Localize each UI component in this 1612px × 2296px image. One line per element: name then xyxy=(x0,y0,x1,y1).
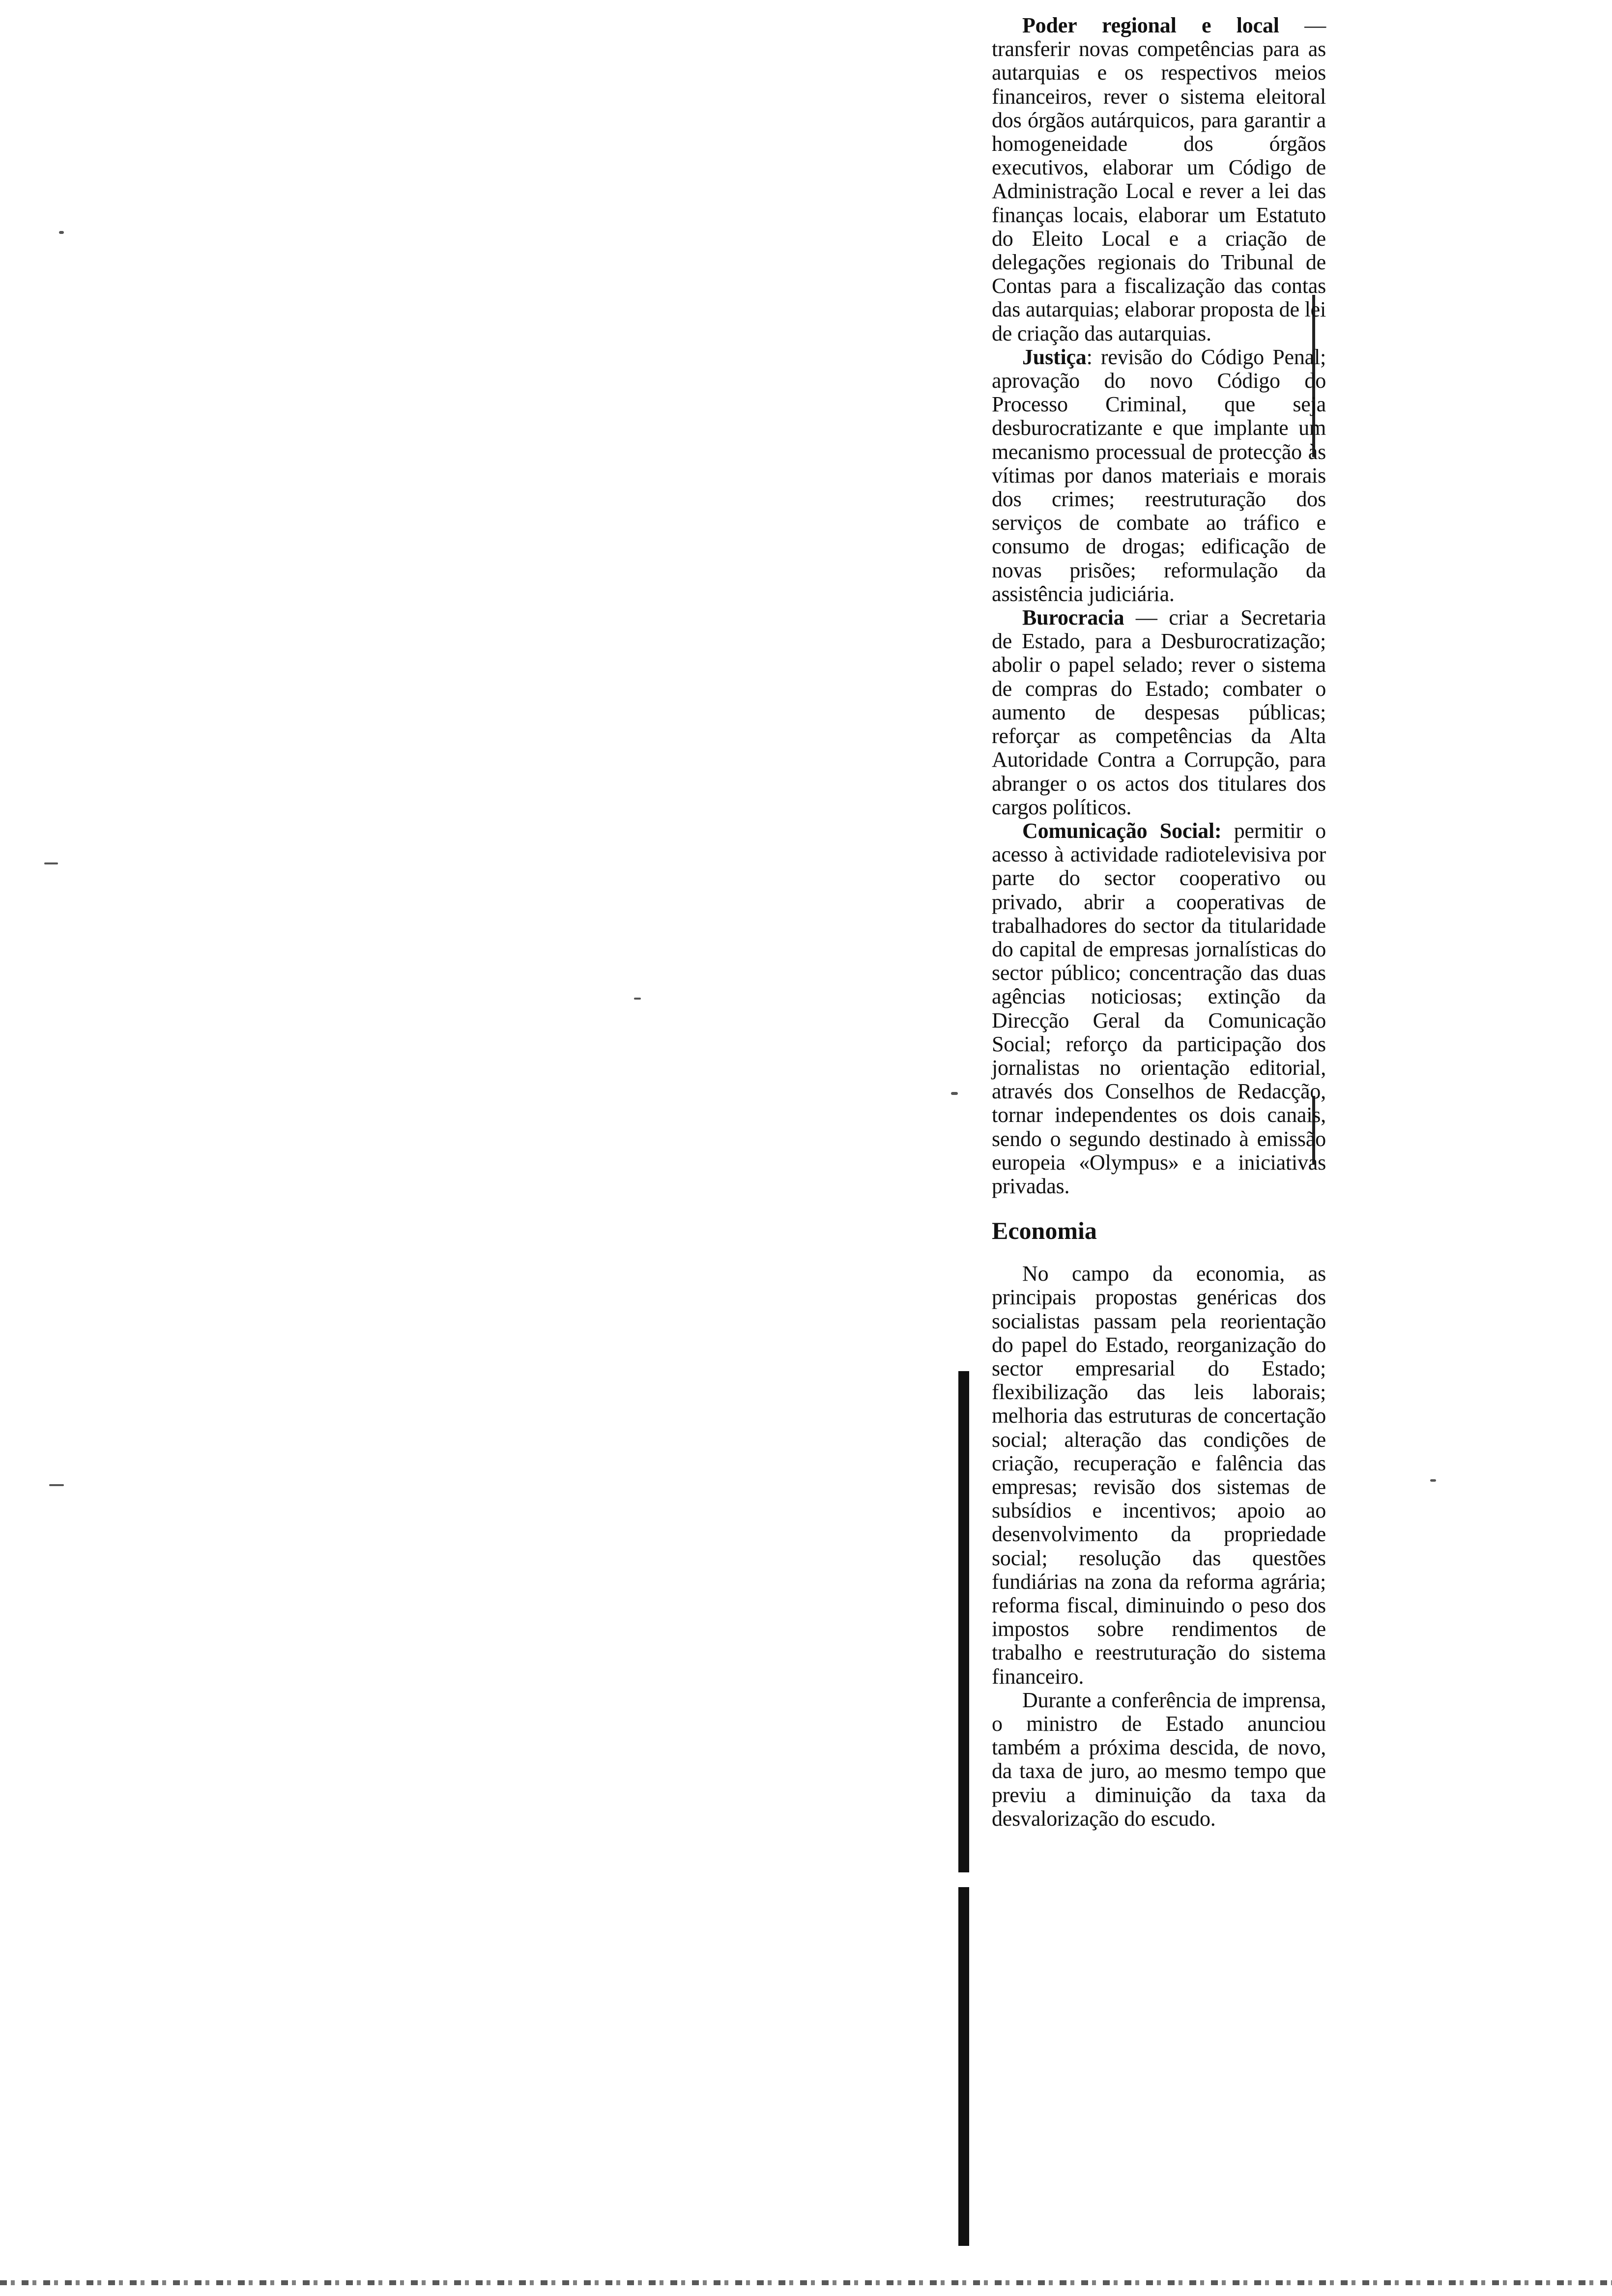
newspaper-column xyxy=(992,14,1326,1831)
paragraph-burocracia xyxy=(992,606,1326,819)
paragraph-lead: Justiça xyxy=(1022,344,1087,369)
paragraph-comunicacao-social xyxy=(992,819,1326,1198)
scan-edge-bar-upper xyxy=(958,1371,969,1872)
scan-speck xyxy=(1430,1479,1436,1482)
paragraph-justica xyxy=(992,345,1326,606)
scan-speck xyxy=(59,231,64,234)
paragraph-body: : revisão do Código Penal; aprovação do novo Código do Processo Criminal, que seja desburocratizante e que implante um mecanismo processual de protecção às vítimas por danos materiais e morais dos crimes; reestruturação dos serviços de combate ao tráfico e consumo de drogas; edificação de novas prisões; reformulação da assistência judiciária. xyxy=(992,344,1326,606)
paragraph-body: permitir o acesso à actividade radiotelevisiva por parte do sector cooperativo ou privado, abrir a cooperativas de trabalhadores do sector da titularidade do capital de empresas jornalísticas do sector público; concentração das duas agências noticiosas; extinção da Direcção Geral da Comunicação Social; reforço da participação dos jornalistas no orientação editorial, através dos Conselhos de Redacção, tornar independentes os dois canais, sendo o segundo destinado à emissão europeia «Olympus» e a iniciativas privadas. xyxy=(992,818,1326,1198)
paragraph-lead: Poder regional e local xyxy=(1022,13,1279,37)
scan-edge-bar-lower xyxy=(958,1887,969,2246)
paragraph-economia: No campo da economia, as principais propostas genéricas dos socialistas passam pela reorientação do papel do Estado, reorganização do sector empresarial do Estado; flexibilização das leis laborais; melhoria das estruturas de concertação social; alteração das condições de criação, recuperação e falência das empresas; revisão dos sistemas de subsídios e incentivos; apoio ao desenvolvimento da propriedade social; resolução das questões fundiárias na zona da reforma agrária; reforma fiscal, diminuindo o peso dos impostos sobre rendimentos de trabalho e reestruturação do sistema financeiro. xyxy=(992,1262,1326,1689)
paragraph-conferencia: Durante a conferência de imprensa, o ministro de Estado anunciou também a próxima descida, de novo, da taxa de juro, ao mesmo tempo que previu a diminuição da taxa da desvalorização do escudo. xyxy=(992,1688,1326,1831)
scan-bottom-noise xyxy=(0,2280,1612,2285)
scan-speck xyxy=(951,1092,958,1095)
scan-speck xyxy=(44,862,58,864)
paragraph-body: — criar a Secretaria de Estado, para a Desburocratização; abolir o papel selado; rever o sistema de compras do Estado; combater o aumento de despesas públicas; reforçar as competências da Alta Autoridade Contra a Corrupção, para abranger o os actos dos titulares dos cargos políticos. xyxy=(992,605,1326,819)
paragraph-body: — transferir novas competências para as autarquias e os respectivos meios financeiros, rever o sistema eleitoral dos órgãos autárquicos, para garantir a homogeneidade dos órgãos executivos, elaborar um Código de Administração Local e rever a lei das finanças locais, elaborar um Estatuto do Eleito Local e a criação de delegações regionais do Tribunal de Contas para a fiscalização das contas das autarquias; elaborar proposta de lei de criação das autarquias. xyxy=(992,13,1326,345)
scan-speck xyxy=(634,998,641,1000)
paragraph-poder-regional xyxy=(992,14,1326,345)
paragraph-lead: Comunicação Social: xyxy=(1022,818,1222,843)
section-heading-economia: Economia xyxy=(992,1217,1097,1245)
scan-speck xyxy=(49,1484,64,1486)
paragraph-lead: Burocracia xyxy=(1022,605,1124,630)
